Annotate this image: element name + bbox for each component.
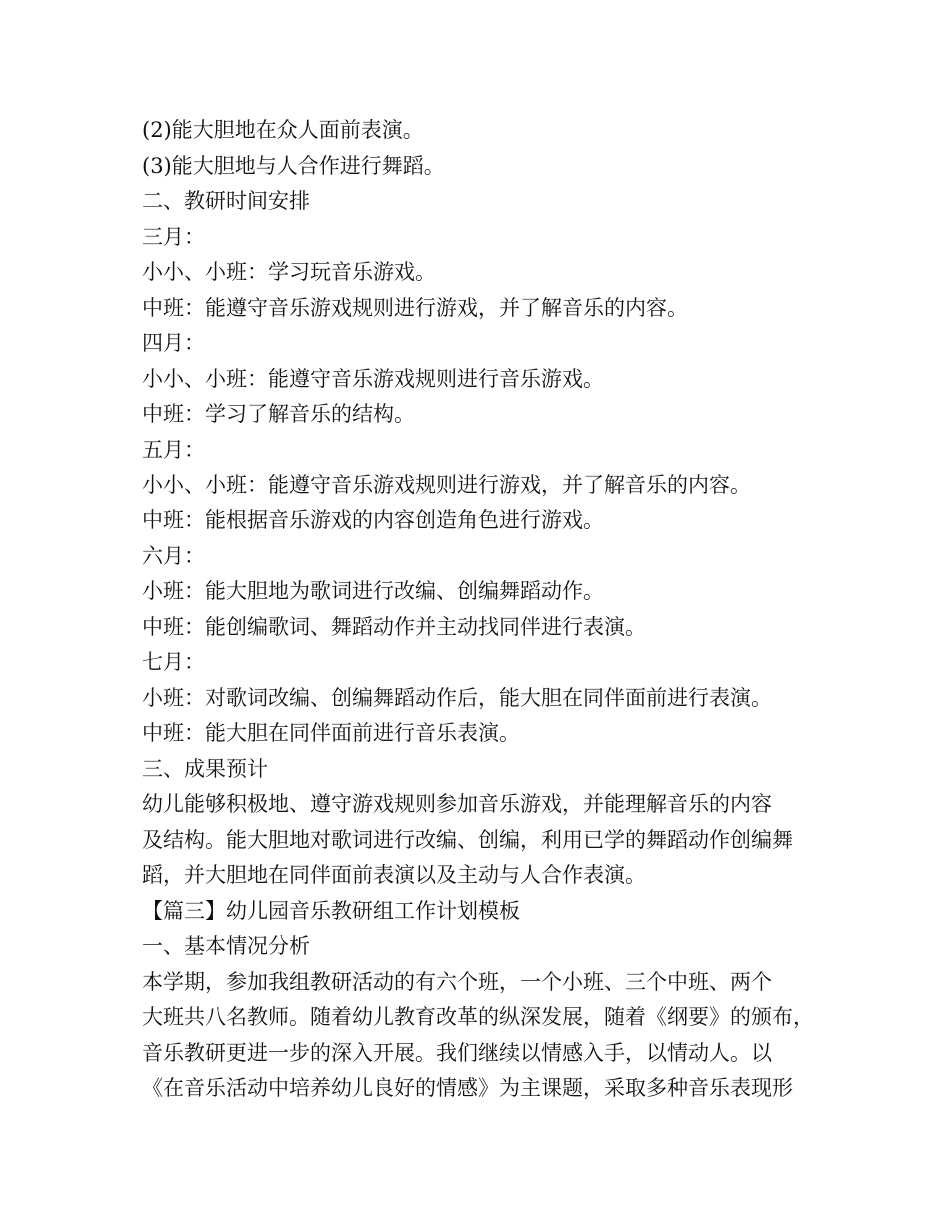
text-line: 小小、小班：能遵守音乐游戏规则进行音乐游戏。 (142, 367, 604, 391)
text-line: 中班：能大胆在同伴面前进行音乐表演。 (142, 721, 520, 745)
paragraph-line: 及结构。能大胆地对歌词进行改编、创编，利用已学的舞蹈动作创编舞 (142, 828, 793, 852)
month-heading: 四月： (142, 331, 205, 355)
section-heading: 二、教研时间安排 (142, 189, 310, 213)
month-heading: 三月： (142, 225, 205, 249)
section-heading: 一、基本情况分析 (142, 934, 310, 958)
text-line: 中班：能根据音乐游戏的内容创造角色进行游戏。 (142, 508, 604, 532)
paragraph-line: 音乐教研更进一步的深入开展。我们继续以情感入手，以情动人。以 (142, 1041, 772, 1065)
text-line: 小班：对歌词改编、创编舞蹈动作后，能大胆在同伴面前进行表演。 (142, 686, 772, 710)
text-line: (2)能大胆地在众人面前表演。 (142, 118, 424, 142)
section-heading: 三、成果预计 (142, 757, 268, 781)
month-heading: 五月： (142, 438, 205, 462)
text-line: 小小、小班：能遵守音乐游戏规则进行游戏，并了解音乐的内容。 (142, 473, 751, 497)
text-line: 中班：能遵守音乐游戏规则进行游戏，并了解音乐的内容。 (142, 296, 688, 320)
paragraph-line: 大班共八名教师。随着幼儿教育改革的纵深发展，随着《纲要》的颁布， (142, 1005, 814, 1029)
chapter-heading: 【篇三】幼儿园音乐教研组工作计划模板 (142, 899, 520, 923)
month-heading: 七月： (142, 650, 205, 674)
paragraph-line: 蹈，并大胆地在同伴面前表演以及主动与人合作表演。 (142, 863, 646, 887)
text-line: (3)能大胆地与人合作进行舞蹈。 (142, 154, 445, 178)
text-line: 小小、小班：学习玩音乐游戏。 (142, 260, 436, 284)
paragraph-line: 幼儿能够积极地、遵守游戏规则参加音乐游戏，并能理解音乐的内容 (142, 792, 772, 816)
text-line: 小班：能大胆地为歌词进行改编、创编舞蹈动作。 (142, 579, 604, 603)
paragraph-line: 《在音乐活动中培养幼儿良好的情感》为主课题，采取多种音乐表现形 (142, 1076, 793, 1100)
month-heading: 六月： (142, 544, 205, 568)
text-line: 中班：能创编歌词、舞蹈动作并主动找同伴进行表演。 (142, 615, 646, 639)
text-line: 中班：学习了解音乐的结构。 (142, 402, 415, 426)
paragraph-line: 本学期，参加我组教研活动的有六个班，一个小班、三个中班、两个 (142, 970, 772, 994)
